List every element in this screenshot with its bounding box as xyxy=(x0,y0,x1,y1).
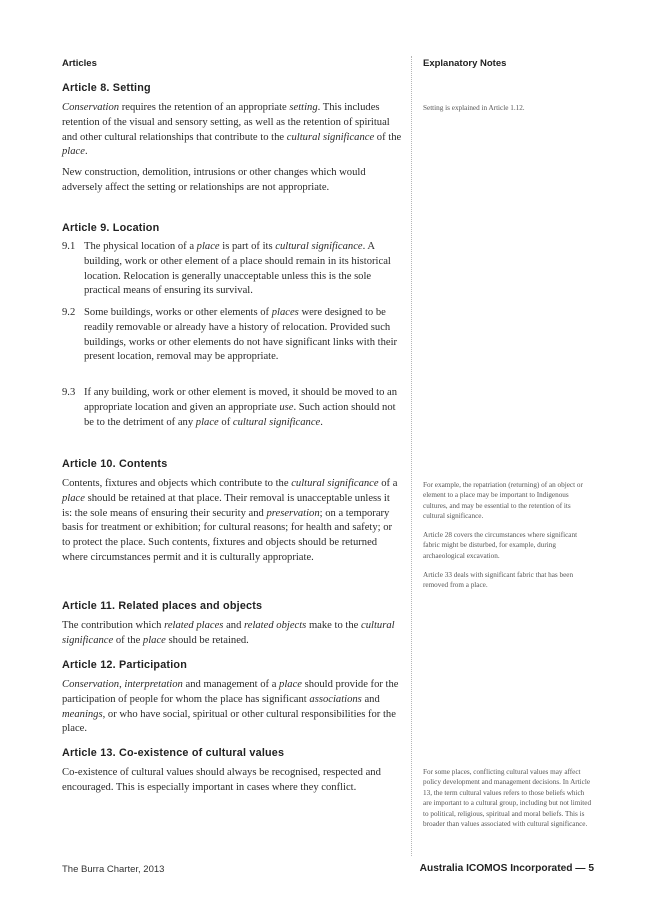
article-8-paragraph-2: New construction, demolition, intrusions or other changes which would adversely affect the setting or relationships are not appropriate. xyxy=(62,167,366,193)
article-13-paragraph-1: Co-existence of cultural values should always be recognised, respected and encouraged. This is especially important in cases where they conflict. xyxy=(62,767,381,793)
article-13-title: Article 13. Co-existence of cultural values xyxy=(62,747,285,759)
article-12-paragraph-1: Conservation, interpretation and management of a place should provide for the participation of people for whom the place has significant associations and meanings, or who have social, spiritual or other cultural responsibilities for the place. xyxy=(62,679,399,735)
article-11-title: Article 11. Related places and objects xyxy=(62,600,263,612)
note-article-28: Article 28 covers the circumstances where significant fabric might be disturbed, for example, during archaeological excavation. xyxy=(423,531,578,560)
article-11-paragraph-1: The contribution which related places and related objects make to the cultural significance of the place should be retained. xyxy=(62,620,395,646)
article-10-paragraph-1: Contents, fixtures and objects which contribute to the cultural significance of a place should be retained at that place. Their removal is unacceptable unless it is: the sole means of ensuring their security and preservation; on a temporary basis for treatment or exhibition; for cultural reasons; for health and safety; or to protect the place. Such contents, fixtures and objects should be returned where circumstances permit and it is culturally appropriate. xyxy=(62,478,398,563)
note-article-33: Article 33 deals with significant fabric that has been removed from a place. xyxy=(423,571,574,590)
footer-title: The Burra Charter, 2013 xyxy=(62,864,165,875)
footer-publisher-page: Australia ICOMOS Incorporated — 5 xyxy=(419,863,594,874)
item-number: 9.3 xyxy=(62,387,76,398)
header-explanatory-notes: Explanatory Notes xyxy=(423,58,507,69)
article-10-title: Article 10. Contents xyxy=(62,458,168,470)
article-12-title: Article 12. Participation xyxy=(62,659,188,671)
item-text: Some buildings, works or other elements of places were designed to be readily removable or already have a history of relocation. Provided such buildings, works or other elements do not have significant links with their present location, removal may be appropriate. xyxy=(84,307,398,363)
item-number: 9.2 xyxy=(62,307,76,318)
note-repatriation: For example, the repatriation (returning) of an object or element to a place may be important to Indigenous cultures, and may be essential to the retention of its cultural significance. xyxy=(423,481,583,521)
note-cultural-values: For some places, conflicting cultural values may affect policy development and management decisions. In Article 13, the term cultural values refers to those beliefs which are important to a cultural group, including but not limited to political, religious, spiritual and moral beliefs. This is broader than values associated with cultural significance. xyxy=(423,768,592,829)
article-8-paragraph-1: Conservation requires the retention of an appropriate setting. This includes retention of the visual and sensory setting, as well as the retention of spiritual and other cultural relationships that contribute to the cultural significance of the place. xyxy=(62,102,402,158)
note-setting: Setting is explained in Article 1.12. xyxy=(423,104,525,112)
article-8-title: Article 8. Setting xyxy=(62,82,151,94)
item-text: If any building, work or other element is moved, it should be moved to an appropriate location and given an appropriate use. Such action should not be to the detriment of any place of cultural significance. xyxy=(84,387,398,428)
item-number: 9.1 xyxy=(62,241,76,252)
header-articles: Articles xyxy=(62,58,97,69)
article-9-title: Article 9. Location xyxy=(62,222,160,234)
column-divider xyxy=(411,56,412,856)
item-text: The physical location of a place is part of its cultural significance. A building, work or other element of a place should remain in its historical location. Relocation is generally unacceptable unless this is the sole practical means of ensuring its survival. xyxy=(84,241,391,297)
